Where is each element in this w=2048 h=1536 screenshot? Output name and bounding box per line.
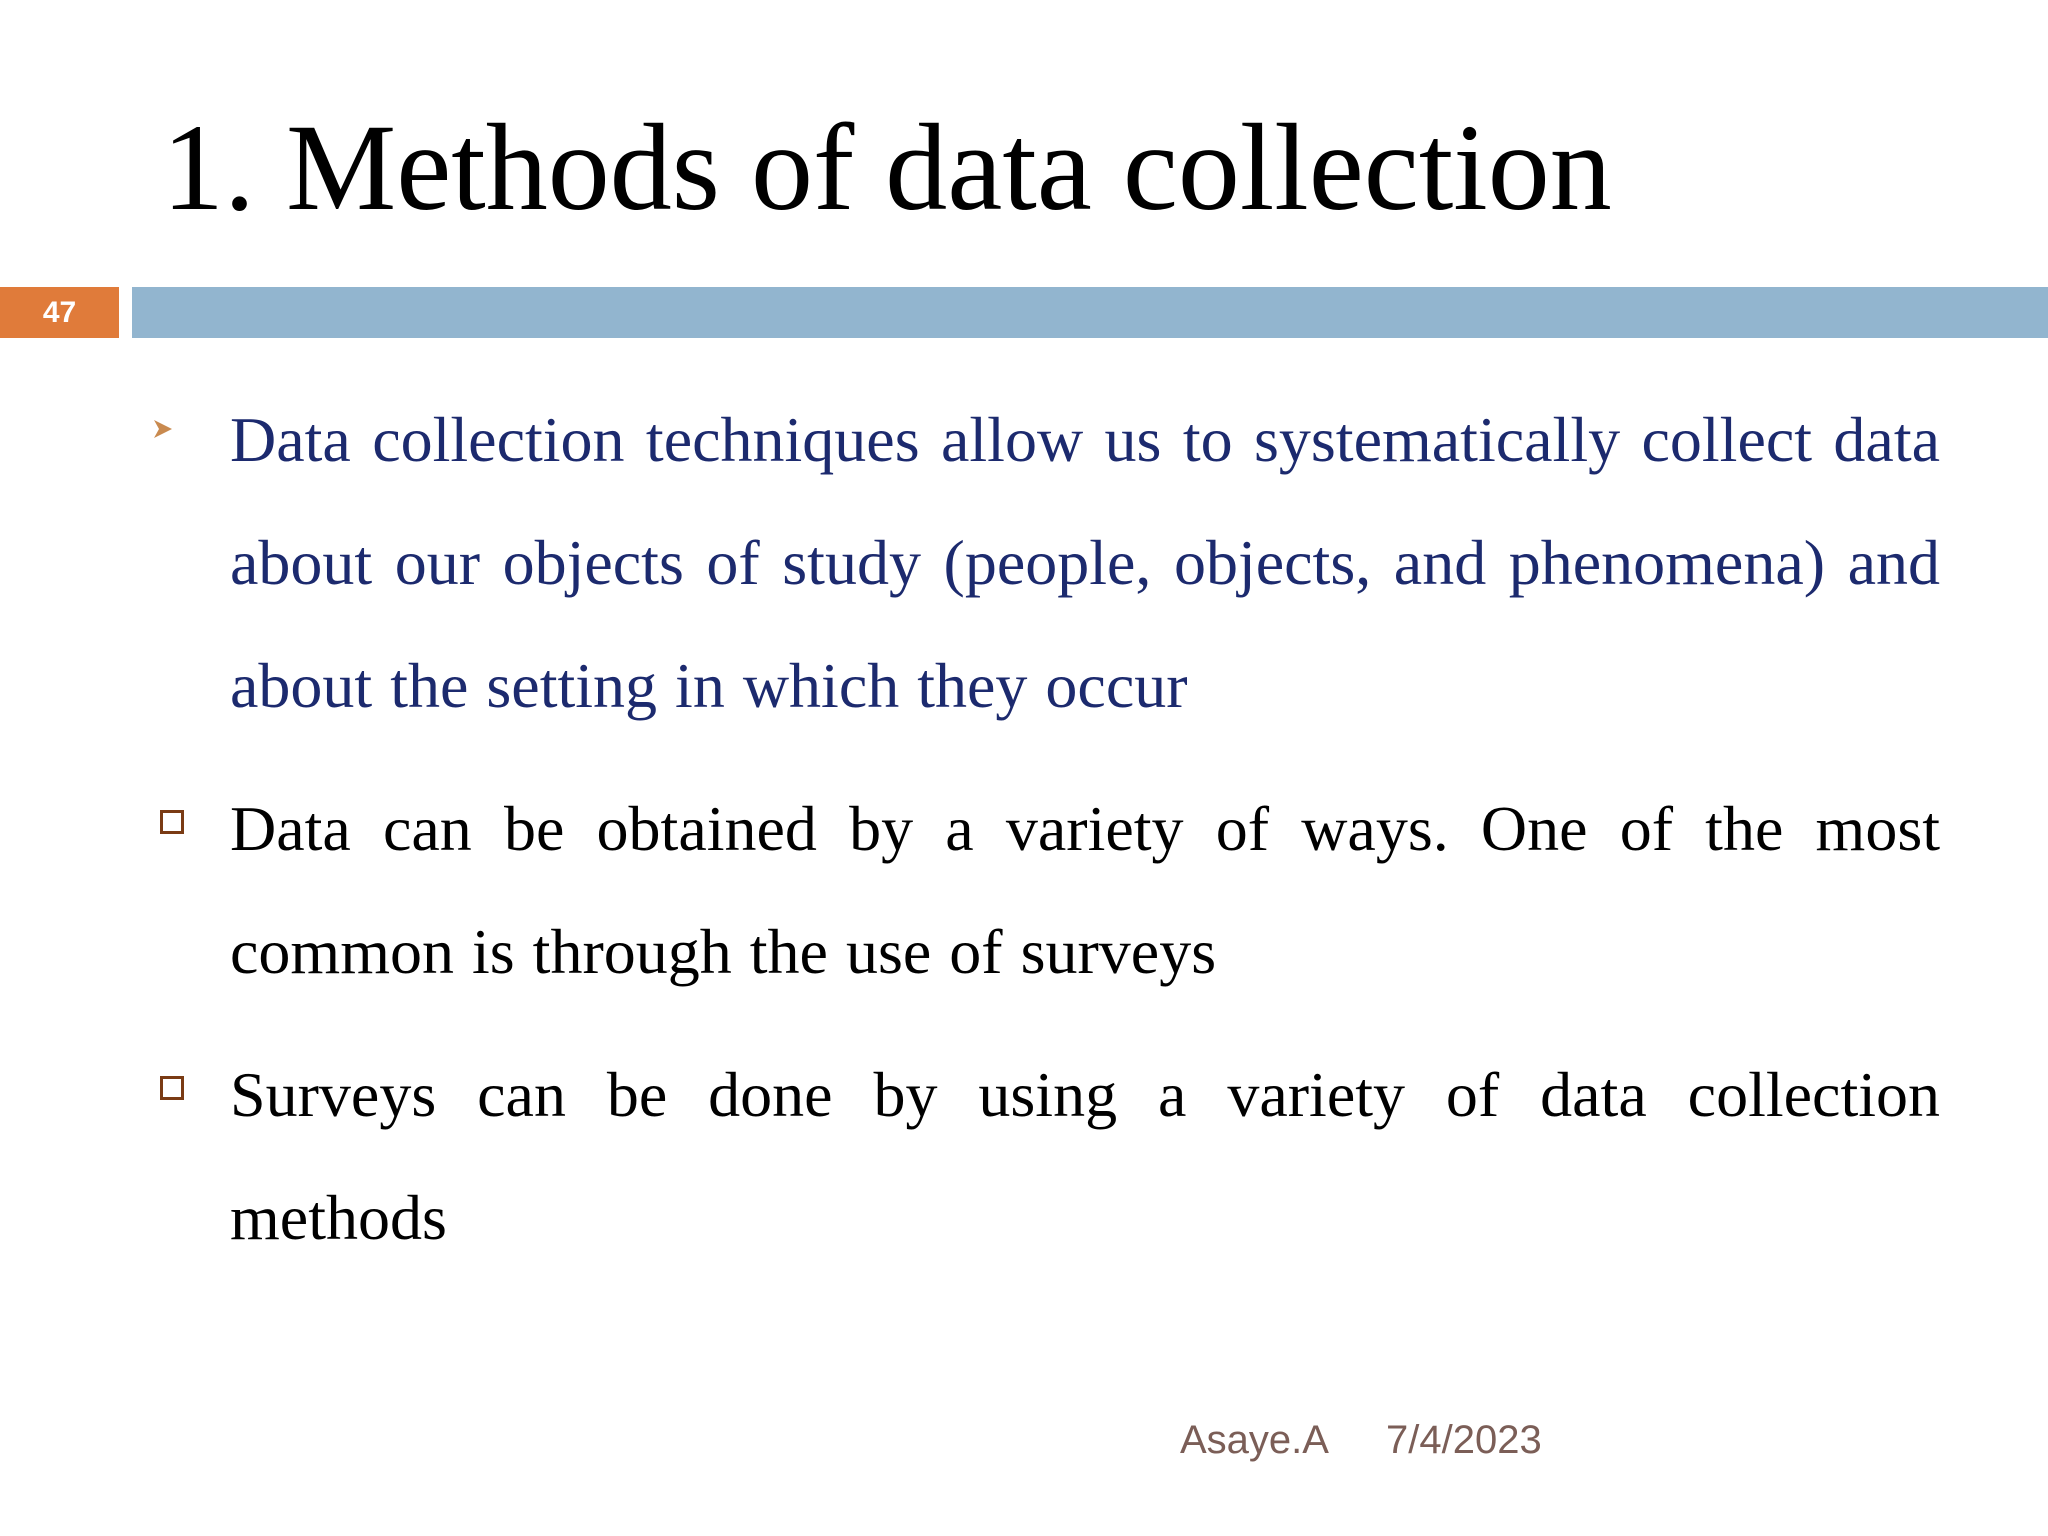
slide-number: 47 <box>0 287 119 338</box>
arrow-bullet-icon <box>150 416 176 442</box>
bullet-text: Surveys can be done by using a variety of data collection methods <box>230 1059 1940 1253</box>
bullet-text: Data collection techniques allow us to systematically collect data about our objects of study (people, objects, and phenomena) and about the setting in which they occur <box>230 404 1940 721</box>
square-bullet-icon <box>160 810 184 834</box>
bullet-list <box>150 378 1940 1299</box>
square-bullet-icon <box>160 1076 184 1100</box>
slide-title: 1. Methods of data collection <box>162 99 1612 236</box>
footer-author: Asaye.A <box>1180 1418 1329 1462</box>
bullet-item <box>150 767 1940 1013</box>
bullet-item <box>150 1033 1940 1279</box>
bullet-item <box>150 378 1940 747</box>
footer-date: 7/4/2023 <box>1386 1418 1542 1462</box>
title-divider-bar <box>132 287 2048 338</box>
bullet-text: Data can be obtained by a variety of ways. One of the most common is through the use of surveys <box>230 793 1940 987</box>
